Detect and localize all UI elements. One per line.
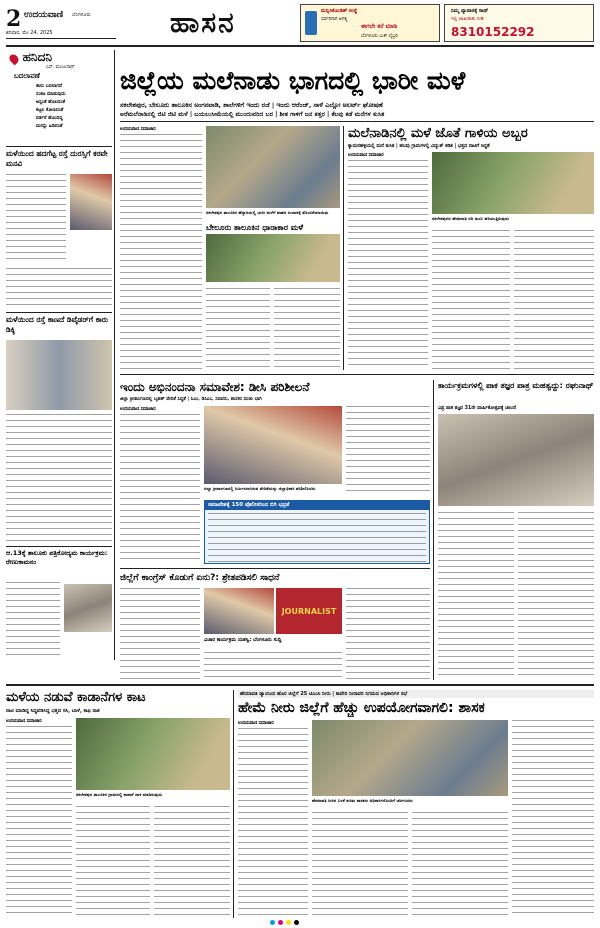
story-subhead: ಕ್ಯಾಮನಹಳ್ಳಿಯಲ್ಲಿ ಮನೆ ಕುಸಿತ | ಹಲವು ಗ್ರಾಮಗಳಲ್ಲಿ ವಿದ್ಯುತ್ ಕಡಿತ | ಭತ್ತದ ನಾಟಿಗೆ ಸಿದ್ಧತೆ: [348, 144, 490, 149]
story-headline: ಇಂದು ಅಭಿನಂದನಾ ಸಮಾವೇಶ: ಡೀಸಿ ಪರಿಶೀಲನೆ: [120, 380, 310, 394]
poem-title: ಬದಲಾವಣೆ: [14, 72, 40, 80]
column-rule: [114, 50, 115, 660]
divider: [6, 146, 112, 147]
lead-body: [120, 134, 202, 370]
box-title: ಸಮಾವೇಶಕ್ಕೆ 150 ಪೊಲೀಸರಿಂದ ಬಿಗಿ ಭದ್ರತೆ: [205, 501, 429, 510]
logo-byline: ಎಸ್. ಮಂಜುನಾಥ್: [46, 65, 75, 70]
column-rule: [343, 126, 344, 370]
ad2-phone: 8310152292: [451, 25, 535, 39]
issue-date: ಶನಿವಾರ, ಮೇ 24, 2025: [6, 30, 53, 36]
ad1-sub: ಸರ್ವರಿಗಾಗಿ ಅಗತ್ಯ: [321, 17, 348, 22]
divider: [120, 121, 594, 122]
lead-body: [274, 288, 340, 370]
lead-body: [206, 288, 270, 370]
top-rule: [6, 45, 594, 47]
divider: [120, 568, 430, 569]
box-body: [208, 513, 426, 563]
car-accident-photo: [6, 340, 112, 410]
poem-box: [6, 72, 112, 142]
poem-line: ಸಂಕಟ ಮಾಡುವುದು: [36, 92, 66, 97]
story-body: [6, 726, 72, 918]
photo-caption: ಸಕಲೇಶಪುರ ತಾಲೂಕಿನ ಹೆದ್ದಾರಿಯಲ್ಲಿ ಭಾರೀ ಮಳೆಗೆ ವಾಹನ ಸಂಚಾರಕ್ಕೆ ತೊಂದರೆಯಾಯಿತು: [206, 210, 329, 215]
byline: ಉದಯವಾಣಿ ಸಮಾಚಾರ: [348, 153, 384, 158]
stage-photo: [204, 406, 342, 484]
story-body: [6, 268, 112, 308]
story-subhead: ಹೇಮಾವತಿ ಡ್ಯಾಂನಿಂದ ಹೊರ ಜಿಲ್ಲೆಗೆ 25 ಟಿಎಂಸಿ ನೀರು | ಕಾವೇರಿ ನೀರಾವರಿ ನಿಗಮದ ಅಧಿಕಾರಿಗಳ ಸಭೆ: [238, 690, 594, 698]
photo-caption: ಸಕಲೇಶಪುರ ತಾಲೂಕಿನ ಗ್ರಾಮದಲ್ಲಿ ಕಾಡಾನೆ ದಾಳಿ ಮಾಡಿರುವುದು: [76, 792, 163, 797]
byline: ಉದಯವಾಣಿ ಸಮಾಚಾರ: [6, 719, 42, 724]
inset-photo: [206, 234, 340, 282]
hanidani-logo: [6, 50, 112, 70]
story-body: [76, 806, 150, 918]
poem-line: ಮನಸ್ಸು ಹಿಡಿದಂತೆ: [36, 124, 63, 129]
ad2-line2: ಇಲ್ಲಿ ಜಾಹೀರಾತು ನೀಡಿ: [451, 17, 484, 22]
politician-photo: [204, 588, 274, 634]
logo-text: ಹನಿದನಿ: [22, 50, 53, 64]
story-headline: ಕಾರ್ಯಕ್ರಮಗಳಲ್ಲಿ ಪಾಕ ತಜ್ಞರ ಪಾತ್ರ ಮಹತ್ವದ್ದು: ರಘುನಾಥ್: [438, 381, 594, 390]
ad1-body: ಬೆಂಗಳೂರು ಬುಕ್ ಲೈಬ್ರರಿ: [361, 34, 398, 39]
story-body: [438, 512, 514, 680]
story-body: [348, 160, 428, 370]
lead-headline: ಜಿಲ್ಲೆಯ ಮಲೆನಾಡು ಭಾಗದಲ್ಲಿ ಭಾರೀ ಮಳೆ: [120, 66, 466, 95]
edition-label: ಬೆಂಗಳೂರು: [72, 12, 91, 18]
byline: ಉದಯವಾಣಿ ಸಮಾಚಾರ: [238, 721, 274, 726]
story-headline: ವಿಚಾರ ಕಾರ್ಯಕ್ರಮ ಯಶಸ್ವಿ: ಬೆಂಗಳೂರು ಸುದ್ದಿ: [204, 637, 282, 643]
story-subhead: ವಿಪ್ರ ಪಾಕ ತಜ್ಞರ 31ನೇ ವಾರ್ಷಿಕೋತ್ಸವಕ್ಕೆ ಚಾಲನೆ: [438, 406, 516, 411]
divider: [120, 374, 594, 375]
yellow-mark: [286, 920, 291, 925]
story-body: [312, 812, 408, 918]
color-registration-marks: [270, 920, 330, 926]
story-subhead: ಜಿಲ್ಲಾ ಕ್ರೀಡಾಂಗಣದಲ್ಲಿ ಬೃಹತ್ ವೇದಿಕೆ ಸಿದ್ಧತೆ | ಸಿಎಂ, ಡಿಸಿಎಂ, ಸಚಿವರು, ಶಾಸಕರ ದಂಡು ಭಾಗಿ: [120, 397, 262, 402]
story-body: [120, 414, 200, 564]
river-photo: [432, 152, 594, 214]
byline: ಉದಯವಾಣಿ ಸಮಾಚಾರ: [120, 127, 156, 132]
poem-lines: [36, 83, 112, 131]
story-body: [6, 174, 66, 264]
poem-line: ತಾನು ಬದಲಾಗದೆ: [36, 84, 62, 89]
story-body: [238, 728, 308, 918]
ad1-title: ಮನ್ನಿಸಿಕೊಂಡಿತ್ ಸಂಸ್ಥೆ: [321, 8, 358, 14]
ad2-line1: ನಿಮ್ಮ ವ್ಯಾಪಾರಕ್ಕೆ ಸಾಥ್: [451, 8, 489, 14]
story-headline: ಆ.13ಕ್ಕೆ ತಾಲೂಕು ಪತ್ರಿಕೋದ್ಯಮ ಕಾರ್ಯಕ್ರಮ: ರೇಣುಕಾಮನಂ: [6, 549, 108, 566]
journalist-banner: JOURNALIST: [276, 588, 342, 634]
story-body: [6, 582, 60, 658]
story-body: [432, 230, 510, 370]
story-body: [120, 588, 200, 680]
lead-photo: [206, 126, 340, 208]
story-headline: ಮಳೆಯಿಂದ ಹದಗೆಟ್ಟ ರಸ್ತೆ ದುರಸ್ತಿಗೆ ಕರವೇ ಮನವಿ: [6, 149, 108, 168]
story-body: [204, 652, 342, 680]
header-ad-2: [444, 4, 594, 42]
section-title: ಹಾಸನ: [170, 6, 236, 39]
event-photo: [438, 414, 594, 506]
story-body: [412, 812, 508, 918]
magenta-mark: [278, 920, 283, 925]
photo-caption: ಹೇಮಾವತಿ ನೀರಿನ ಬಳಕೆ ಕುರಿತು ಶಾಸಕರು ಅಧಿಕಾರಿಗಳೊಂದಿಗೆ ಚರ್ಚಿಸಿದರು: [312, 798, 413, 803]
column-rule: [433, 380, 434, 680]
story-headline: ಮಳೆಯ ನಡುವೆ ಕಾಡಾನೆಗಳ ಕಾಟ: [6, 690, 146, 705]
elephant-photo: [76, 718, 230, 790]
story-body: [154, 806, 230, 918]
phone-icon: [305, 11, 317, 35]
page-number: 2: [6, 6, 22, 32]
lead-subhead-1: ಸಕಲೇಶಪುರ, ಬೇಲೂರು ತಾಲೂಕಿನ ಅಂಗನವಾಡಿ, ಶಾಲೆಗಳಿಗೆ ಇಂದು ರಜೆ | ಇಂದು ಆರೆಂಜ್, ನಾಳೆ ಎಲ್ಲೋ ಅಲರ್ಟ್ ಘೋಷಣೆ: [120, 101, 383, 109]
drop-icon: [8, 53, 21, 66]
lead-subhead-2: ಅರೆಮಲೆನಾಡಿನಲ್ಲಿ ಜಿಟಿ ಜಿಟಿ ಮಳೆ | ಬಯಲುಸೀಮೆಯಲ್ಲಿ ಮುಂದುವರಿದ ಬರ | ಶೀತ ಗಾಳಿಗೆ ಜನ ತತ್ತರ | ಕೆಲವು ಕಡೆ ಮನೆಗಳ ಕುಸಿತ: [120, 111, 385, 118]
story-body: [346, 406, 430, 496]
photo-caption: ಸಕಲೇಶಪುರದ ಹೇಮಾವತಿ ನದಿ ತುಂಬಿ ಹರಿಯುತ್ತಿರುವುದು: [432, 216, 510, 221]
story-body: [518, 512, 594, 680]
story-subhead: ನಾಟಿ ಮಾಡಿದ್ದ ಸಿದ್ಧಪಡಿಸಿದ್ದ ಭತ್ತದ ಸಸಿ, ಬಾಳೆ, ಕಾಫಿ ನಾಶ: [6, 708, 100, 714]
ad1-tag: ಈಗಲೇ ಕರೆ ಮಾಡಿ: [361, 23, 398, 30]
portrait-photo: [70, 174, 112, 230]
meeting-photo: [312, 720, 508, 796]
security-box: [204, 500, 430, 564]
story-body: [514, 230, 594, 370]
story-headline: ಮಳೆಯಿಂದ ರಸ್ತೆ ಕಾಣದೆ ಡಿವೈಡರ್‌ಗೆ ಕಾರು ಡಿಕ್ಕಿ: [6, 315, 109, 334]
poem-line: ಕಟ್ಟಲ ಕೋಣದಂತೆ: [36, 108, 64, 113]
byline: ಉದಯವಾಣಿ ಸಮಾಚಾರ: [120, 407, 156, 412]
paper-name: ಉದಯವಾಣಿ: [24, 10, 64, 20]
story-body: [6, 414, 112, 542]
black-mark: [294, 920, 299, 925]
top-rule: [6, 684, 594, 686]
poem-line: ವರ್ತನೆ ಹೊಂದಿದ್ದ: [36, 116, 63, 121]
cyan-mark: [270, 920, 275, 925]
story-headline: ಹೇಮೆ ನೀರು ಜಿಲ್ಲೆಗೆ ಹೆಚ್ಚು ಉಪಯೋಗವಾಗಲಿ: ಶಾಸಕ: [238, 700, 485, 716]
masthead-divider: [6, 38, 116, 39]
story-body: [346, 588, 430, 680]
story-headline: ಮಲೆನಾಡಿನಲ್ಲಿ ಮಳೆ ಜೊತೆ ಗಾಳಿಯ ಅಬ್ಬರ: [348, 126, 528, 141]
inset-headline: ಬೇಲೂರು ತಾಲೂಕಿನ ಧಾರಾಕಾರ ಮಳೆ: [206, 223, 304, 232]
header-ad-1: [300, 4, 440, 42]
divider: [6, 312, 112, 313]
story-body: [512, 720, 594, 918]
poem-line: ಅಸ್ಸಂತೆ ಹೊಲದಂತೆ: [36, 100, 66, 105]
column-rule: [233, 690, 234, 918]
portrait-photo: [64, 584, 112, 632]
story-headline: ಜಿಲ್ಲೆಗೆ ಕಾಂಗ್ರೆಸ್ ಕೊಡುಗೆ ಏನು?: ಶ್ರೇತಪಡಿಸಲಿ ಸಾಧನೆ: [120, 573, 280, 583]
left-column: [6, 50, 112, 660]
photo-caption: ಜಿಲ್ಲಾ ಕ್ರೀಡಾಂಗಣದಲ್ಲಿ ನಿರ್ಮಿಸಲಾಗಿರುವ ವೇದಿಕೆಯನ್ನು ಜಿಲ್ಲಾಧಿಕಾರಿ ಪರಿಶೀಲಿಸಿದರು: [204, 486, 316, 491]
divider: [6, 546, 112, 547]
